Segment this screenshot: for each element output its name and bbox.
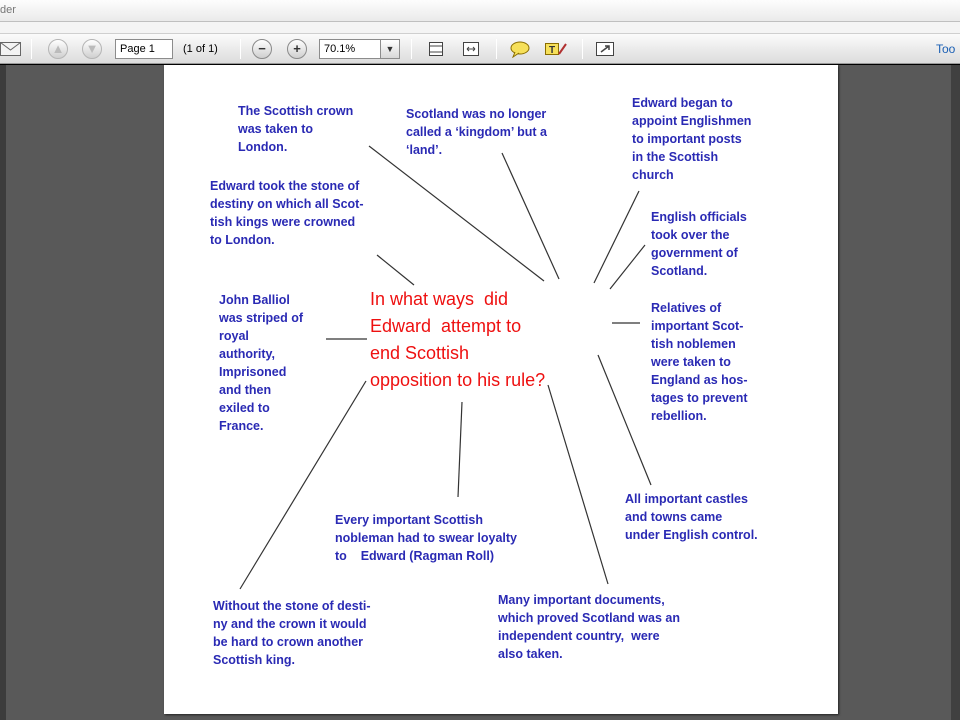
minus-icon: − xyxy=(252,39,272,59)
central-question: In what ways did Edward attempt to end Scottish opposition to his rule? xyxy=(370,289,546,390)
note-documents-taken: Many important documents, which proved Scotland was an independent country, were also taken. xyxy=(498,593,680,661)
connector-line xyxy=(377,255,414,285)
highlight-text-button[interactable] xyxy=(544,40,566,58)
note-castles-towns: All important castles and towns came under English control. xyxy=(625,492,758,542)
note-englishmen-church: Edward began to appoint Englishmen to important posts in the Scottish church xyxy=(632,96,752,182)
note-stone-of-destiny: Edward took the stone of destiny on which all Scot- tish kings were crowned to London. xyxy=(210,179,364,247)
note-crown-another-king: Without the stone of desti- ny and the crown it would be hard to crown another Scottish king. xyxy=(213,599,371,667)
window-title-bar xyxy=(0,0,960,22)
full-screen-button[interactable] xyxy=(594,40,616,58)
previous-page-button[interactable] xyxy=(46,38,70,60)
zoom-in-button[interactable] xyxy=(285,38,309,60)
note-hostages: Relatives of important Scot- tish noblemen were taken to England as hos- tages to prevent rebellion. xyxy=(651,301,748,423)
comment-button[interactable] xyxy=(509,40,531,58)
connector-line xyxy=(458,402,462,497)
zoom-dropdown-button[interactable] xyxy=(380,39,400,59)
vertical-scrollbar[interactable] xyxy=(951,65,960,720)
page-number-input[interactable]: Page 1 xyxy=(115,39,173,59)
chevron-down-icon: ▼ xyxy=(385,44,395,54)
note-kingdom-land: Scotland was no longer called a ‘kingdom’ but a ‘land’. xyxy=(406,107,548,157)
connector-line xyxy=(369,146,544,281)
toolbar-separator xyxy=(582,39,583,59)
window-title: der xyxy=(0,4,16,16)
menu-bar xyxy=(0,22,960,34)
envelope-icon xyxy=(0,41,22,57)
fit-page-button[interactable] xyxy=(425,40,447,58)
email-button[interactable] xyxy=(0,38,22,60)
arrow-up-icon: ▲ xyxy=(48,39,68,59)
connector-line xyxy=(610,245,645,289)
svg-text:T: T xyxy=(549,45,556,56)
note-john-balliol: John Balliol was striped of royal authority, Imprisoned and then exiled to France. xyxy=(219,293,304,433)
toolbar xyxy=(0,34,960,64)
toolbar-separator xyxy=(240,39,241,59)
arrow-down-icon: ▼ xyxy=(82,39,102,59)
fit-width-icon xyxy=(460,40,482,58)
document-page xyxy=(164,65,838,714)
left-panel-edge xyxy=(0,65,6,720)
tools-link[interactable]: Too xyxy=(936,42,956,56)
note-scottish-crown: The Scottish crown was taken to London. xyxy=(238,104,354,154)
next-page-button[interactable] xyxy=(80,38,104,60)
toolbar-separator xyxy=(31,39,32,59)
zoom-level-input[interactable]: 70.1% xyxy=(319,39,381,59)
speech-bubble-icon xyxy=(509,40,531,58)
connector-line xyxy=(594,191,639,283)
note-ragman-roll: Every important Scottish nobleman had to swear loyalty to Edward (Ragman Roll) xyxy=(335,513,517,563)
connector-line xyxy=(598,355,651,485)
connector-line xyxy=(502,153,559,279)
fit-width-button[interactable] xyxy=(460,40,482,58)
plus-icon: + xyxy=(287,39,307,59)
note-english-officials: English officials took over the government of Scotland. xyxy=(651,210,747,278)
toolbar-separator xyxy=(496,39,497,59)
connector-line xyxy=(548,385,608,584)
page-count-label: (1 of 1) xyxy=(183,43,218,55)
toolbar-separator xyxy=(411,39,412,59)
document-viewport[interactable] xyxy=(0,65,960,720)
fit-page-icon xyxy=(425,40,447,58)
text-highlight-icon xyxy=(544,40,568,58)
zoom-out-button[interactable] xyxy=(250,38,274,60)
expand-icon xyxy=(594,40,616,58)
